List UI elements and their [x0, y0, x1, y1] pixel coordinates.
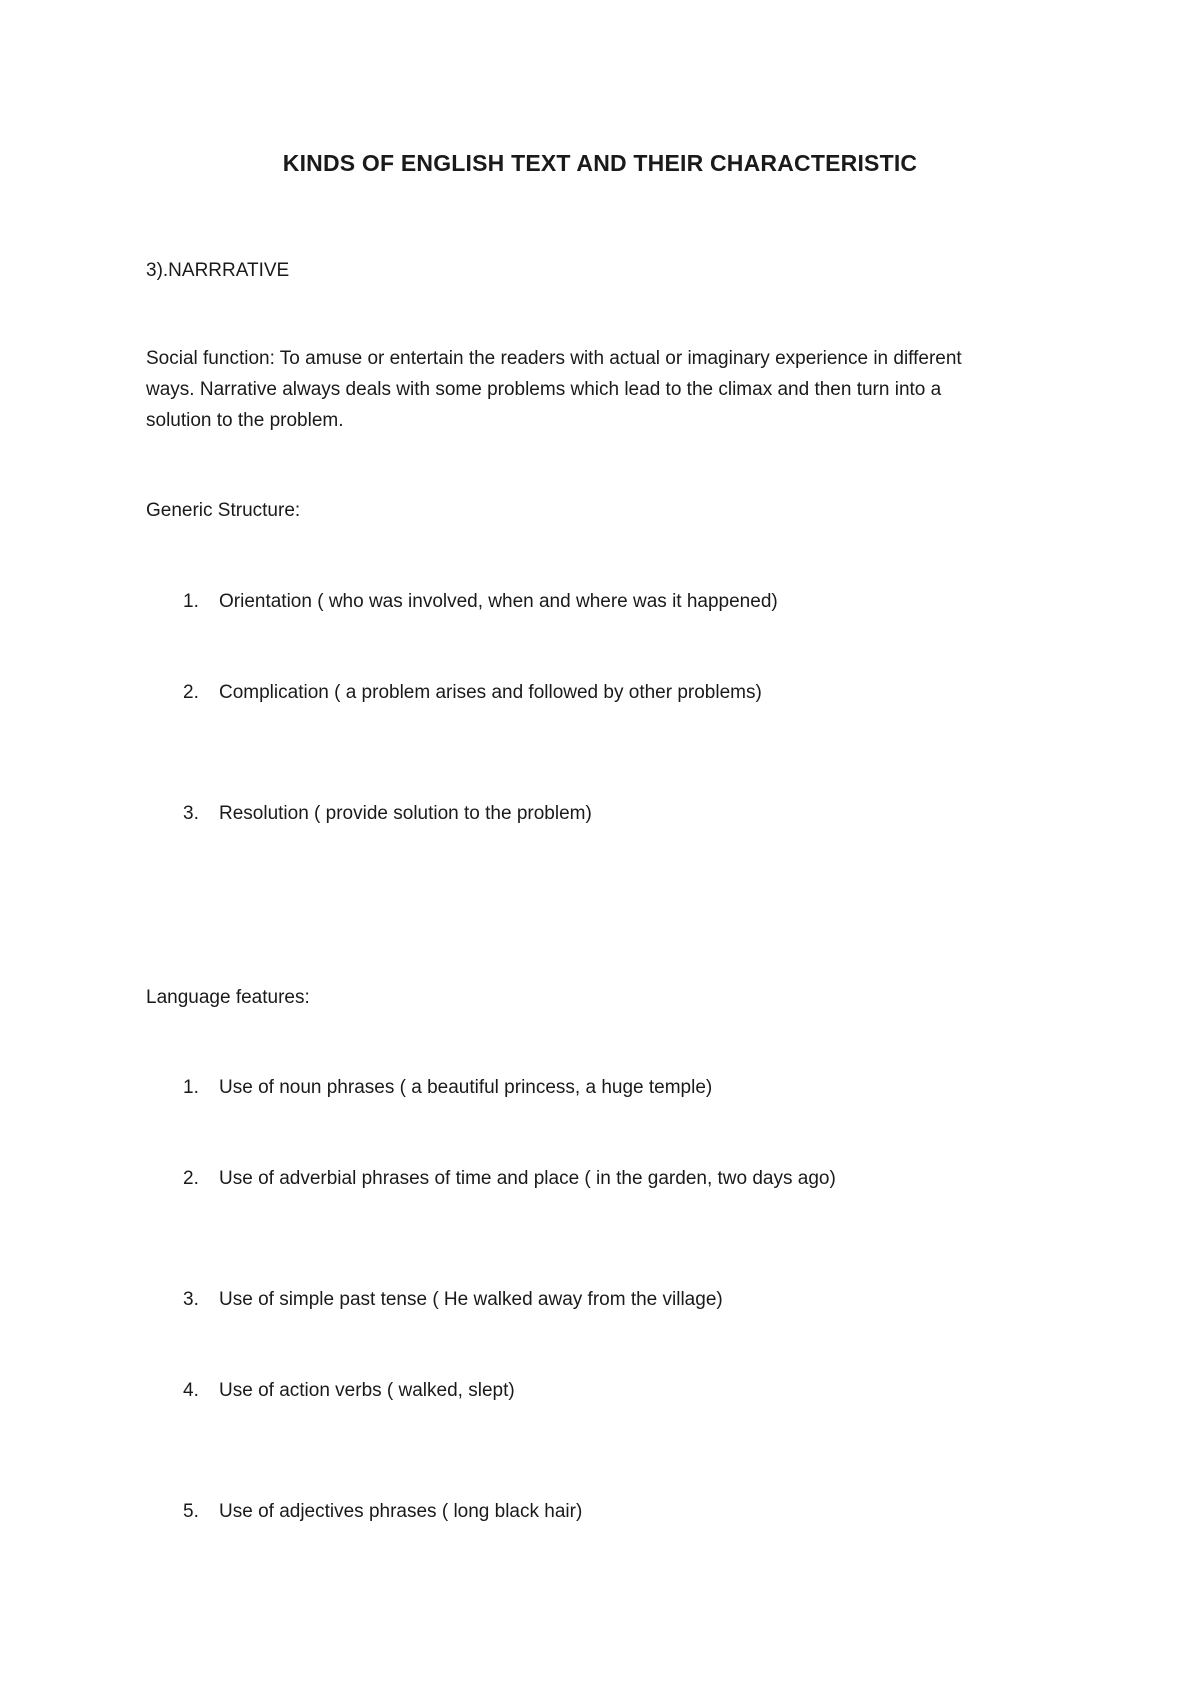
generic-structure-heading: Generic Structure:: [146, 500, 301, 521]
paragraph-line: solution to the problem.: [146, 410, 344, 431]
list-item-text: Resolution ( provide solution to the problem): [219, 803, 592, 824]
list-item-text: Use of adjectives phrases ( long black hair): [219, 1501, 583, 1522]
list-item-text: Orientation ( who was involved, when and where was it happened): [219, 591, 778, 612]
paragraph-line: ways. Narrative always deals with some problems which lead to the climax and then turn into a: [146, 379, 942, 400]
list-item-number: 2.: [183, 1168, 199, 1189]
list-item-text: Use of action verbs ( walked, slept): [219, 1380, 515, 1401]
language-features-heading: Language features:: [146, 987, 310, 1008]
list-item-text: Use of adverbial phrases of time and place ( in the garden, two days ago): [219, 1168, 836, 1189]
list-item-number: 1.: [183, 591, 199, 612]
page-title: KINDS OF ENGLISH TEXT AND THEIR CHARACTERISTIC: [282, 150, 918, 176]
list-item-number: 3.: [183, 803, 199, 824]
list-item-number: 5.: [183, 1501, 199, 1522]
list-item-number: 2.: [183, 682, 199, 703]
list-item-number: 1.: [183, 1077, 199, 1098]
paragraph-line: Social function: To amuse or entertain the readers with actual or imaginary experience in different: [146, 348, 962, 369]
list-item-number: 4.: [183, 1380, 199, 1401]
list-item-text: Use of noun phrases ( a beautiful princess, a huge temple): [219, 1077, 713, 1098]
list-item-text: Complication ( a problem arises and followed by other problems): [219, 682, 762, 703]
list-item-number: 3.: [183, 1289, 199, 1310]
social-function-paragraph: [146, 343, 1046, 436]
list-item-text: Use of simple past tense ( He walked away from the village): [219, 1289, 723, 1310]
section-heading: 3).NARRRATIVE: [146, 260, 290, 281]
